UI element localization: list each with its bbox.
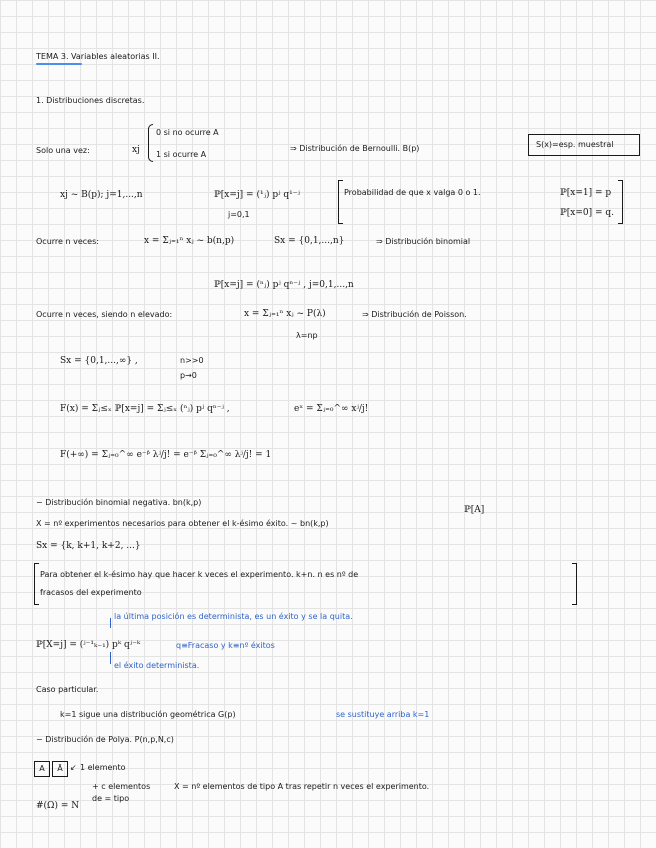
bracket-left [34, 563, 39, 605]
math-expression: λ=np [296, 331, 318, 340]
math-expression: Sx = {0,1,...,n} [274, 236, 345, 246]
annotation-text: se sustituye arriba k=1 [336, 710, 430, 719]
annotation-text: el éxito determinista. [114, 661, 200, 670]
math-expression: ℙ[x=j] = (ⁿⱼ) pʲ qⁿ⁻ʲ , j=0,1,...,n [214, 280, 354, 290]
bracket-left [338, 180, 343, 224]
math-expression: p→0 [180, 371, 197, 380]
annotation-text: la última posición es determinista, es un éxito y se la quita. [114, 612, 353, 621]
math-expression: F(x) = Σⱼ≤ₓ ℙ[x=j] = Σⱼ≤ₓ (ⁿⱼ) pʲ qⁿ⁻ʲ , [60, 404, 230, 414]
case-brace [148, 124, 153, 162]
note-text: ℙ[x=1] = p [560, 188, 612, 198]
math-expression: 0 si no ocurre A [156, 128, 219, 137]
text-line: 1 elemento [80, 763, 126, 772]
math-expression: ℙ[A] [464, 505, 485, 515]
text-line: ⇒ Distribución de Poisson. [362, 310, 467, 319]
note-text: Probabilidad de que x valga 0 o 1. [344, 188, 481, 197]
math-expression: xj ~ B(p); j=1,...,n [60, 190, 143, 200]
text-line: Caso particular. [36, 685, 99, 694]
math-expression: xj [132, 145, 140, 155]
math-expression: ℙ[x=j] = (¹ⱼ) pʲ q¹⁻ʲ [214, 190, 300, 200]
text-line: Solo una vez: [36, 146, 90, 155]
text-line: ⇒ Distribución binomial [376, 237, 471, 246]
text-line: − Distribución binomial negativa. bn(k,p) [36, 498, 202, 507]
text-line: k=1 sigue una distribución geométrica G(p) [60, 710, 236, 719]
note-text: S(x)=esp. muestral [536, 140, 614, 149]
text-line: Para obtener el k-ésimo hay que hacer k veces el experimento. k+n. n es nº de [40, 570, 359, 579]
math-expression: n>>0 [180, 356, 204, 365]
text-line: − Distribución de Polya. P(n,p,N,c) [36, 735, 174, 744]
math-expression: F(+∞) = Σⱼ₌₀^∞ e⁻ᵝ λʲ/j! = e⁻ᵝ Σⱼ₌₀^∞ λʲ/j! = 1 [60, 450, 272, 460]
note-text: ℙ[x=0] = q. [560, 208, 615, 218]
section-heading: 1. Distribuciones discretas. [36, 96, 145, 105]
urn-box-a: A [34, 761, 50, 777]
annotation-text: q≡Fracaso y k≡nº éxitos [176, 641, 275, 650]
text-line: fracasos del experimento [40, 588, 142, 597]
text-line: + c elementos [92, 782, 151, 791]
text-line: X = nº elementos de tipo A tras repetir n veces el experimento. [174, 782, 430, 791]
math-expression: #(Ω) = N [36, 801, 80, 811]
bracket-right [618, 180, 623, 224]
text-line: de = tipo [92, 794, 130, 803]
text-line: X = nº experimentos necesarios para obtener el k-ésimo éxito. ~ bn(k,p) [36, 519, 329, 528]
math-expression: j=0,1 [228, 210, 250, 219]
urn-box-not-a: Ā [52, 761, 68, 777]
annotation-line [110, 652, 111, 664]
math-expression: Sx = {k, k+1, k+2, ...} [36, 541, 141, 551]
bracket-right [572, 563, 577, 605]
math-expression: x = Σⱼ₌₁ⁿ xⱼ ~ b(n,p) [144, 236, 235, 246]
math-expression: eˣ = Σⱼ₌₀^∞ xʲ/j! [294, 404, 369, 414]
math-expression: Sx = {0,1,...,∞} , [60, 356, 138, 366]
arrow-glyph: ↙ [70, 763, 77, 772]
text-line: Ocurre n veces: [36, 237, 99, 246]
math-expression: 1 si ocurre A [156, 150, 207, 159]
title-underline [36, 63, 82, 65]
text-line: ⇒ Distribución de Bernoulli. B(p) [290, 144, 420, 153]
math-expression: ℙ[X=j] = (ʲ⁻¹ₖ₋₁) pᵏ qʲ⁻ᵏ [36, 640, 141, 650]
math-expression: x = Σⱼ₌₁ⁿ xⱼ ~ P(λ) [244, 309, 326, 319]
page-title: TEMA 3. Variables aleatorias II. [36, 52, 160, 61]
text-line: Ocurre n veces, siendo n elevado: [36, 310, 173, 319]
annotation-line [110, 618, 111, 628]
